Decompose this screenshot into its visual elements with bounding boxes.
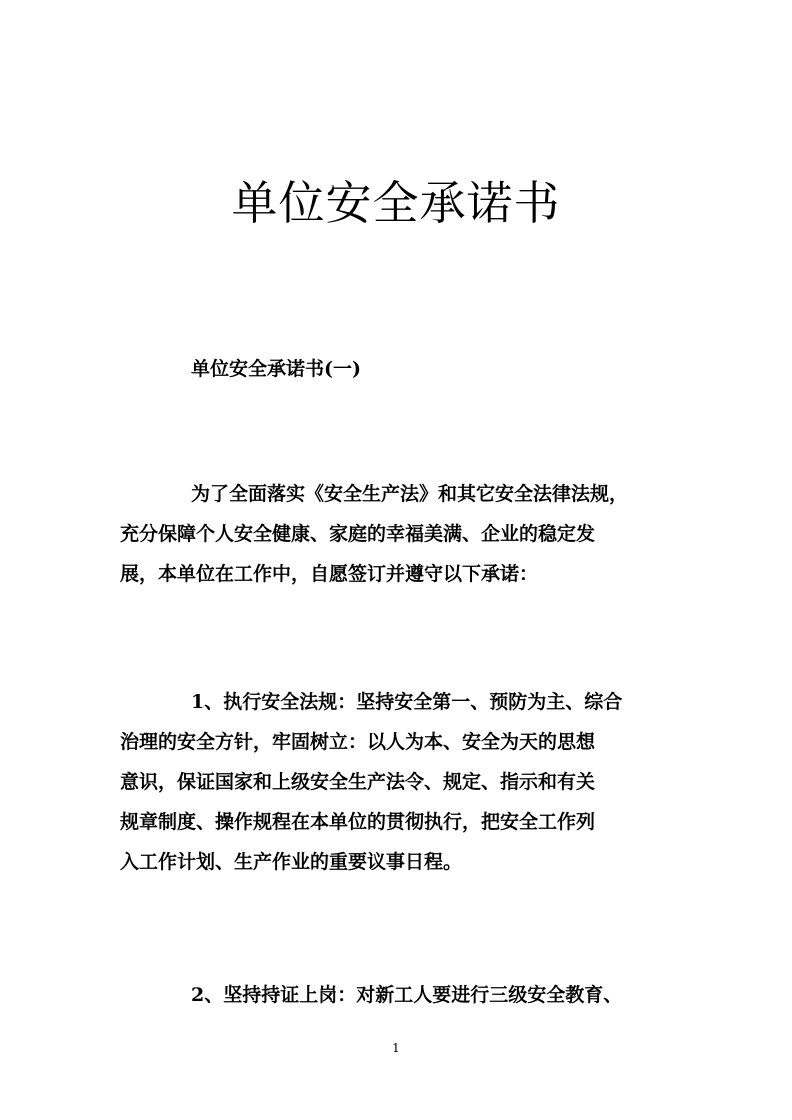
intro-line: 充分保障个人安全健康、家庭的幸福美满、企业的稳定发 — [120, 523, 596, 545]
intro-paragraph — [120, 474, 680, 594]
intro-line: 展，本单位在工作中，自愿签订并遵守以下承诺： — [120, 563, 539, 585]
item-1-line: 入工作计划、生产作业的重要议事日程。 — [120, 851, 463, 873]
item-1-line: 治理的安全方针，牢固树立：以人为本、安全为天的思想 — [120, 731, 596, 753]
item-2-line: 2、坚持持证上岗：对新工人要进行三级安全教育、 — [191, 984, 623, 1006]
intro-line: 为了全面落实《安全生产法》和其它安全法律法规， — [191, 483, 629, 505]
item-1-line: 意识，保证国家和上级安全生产法令、规定、指示和有关 — [120, 771, 596, 793]
commitment-item-2 — [120, 975, 680, 1015]
page-number: 1 — [392, 1041, 400, 1055]
document-title: 单位安全承诺书 — [231, 175, 561, 230]
item-1-line: 1、执行安全法规：坚持安全第一、预防为主、综合 — [191, 691, 623, 713]
item-1-line: 规章制度、操作规程在本单位的贯彻执行，把安全工作列 — [120, 811, 596, 833]
commitment-item-1 — [120, 682, 680, 882]
document-subtitle: 单位安全承诺书(一) — [191, 358, 361, 380]
